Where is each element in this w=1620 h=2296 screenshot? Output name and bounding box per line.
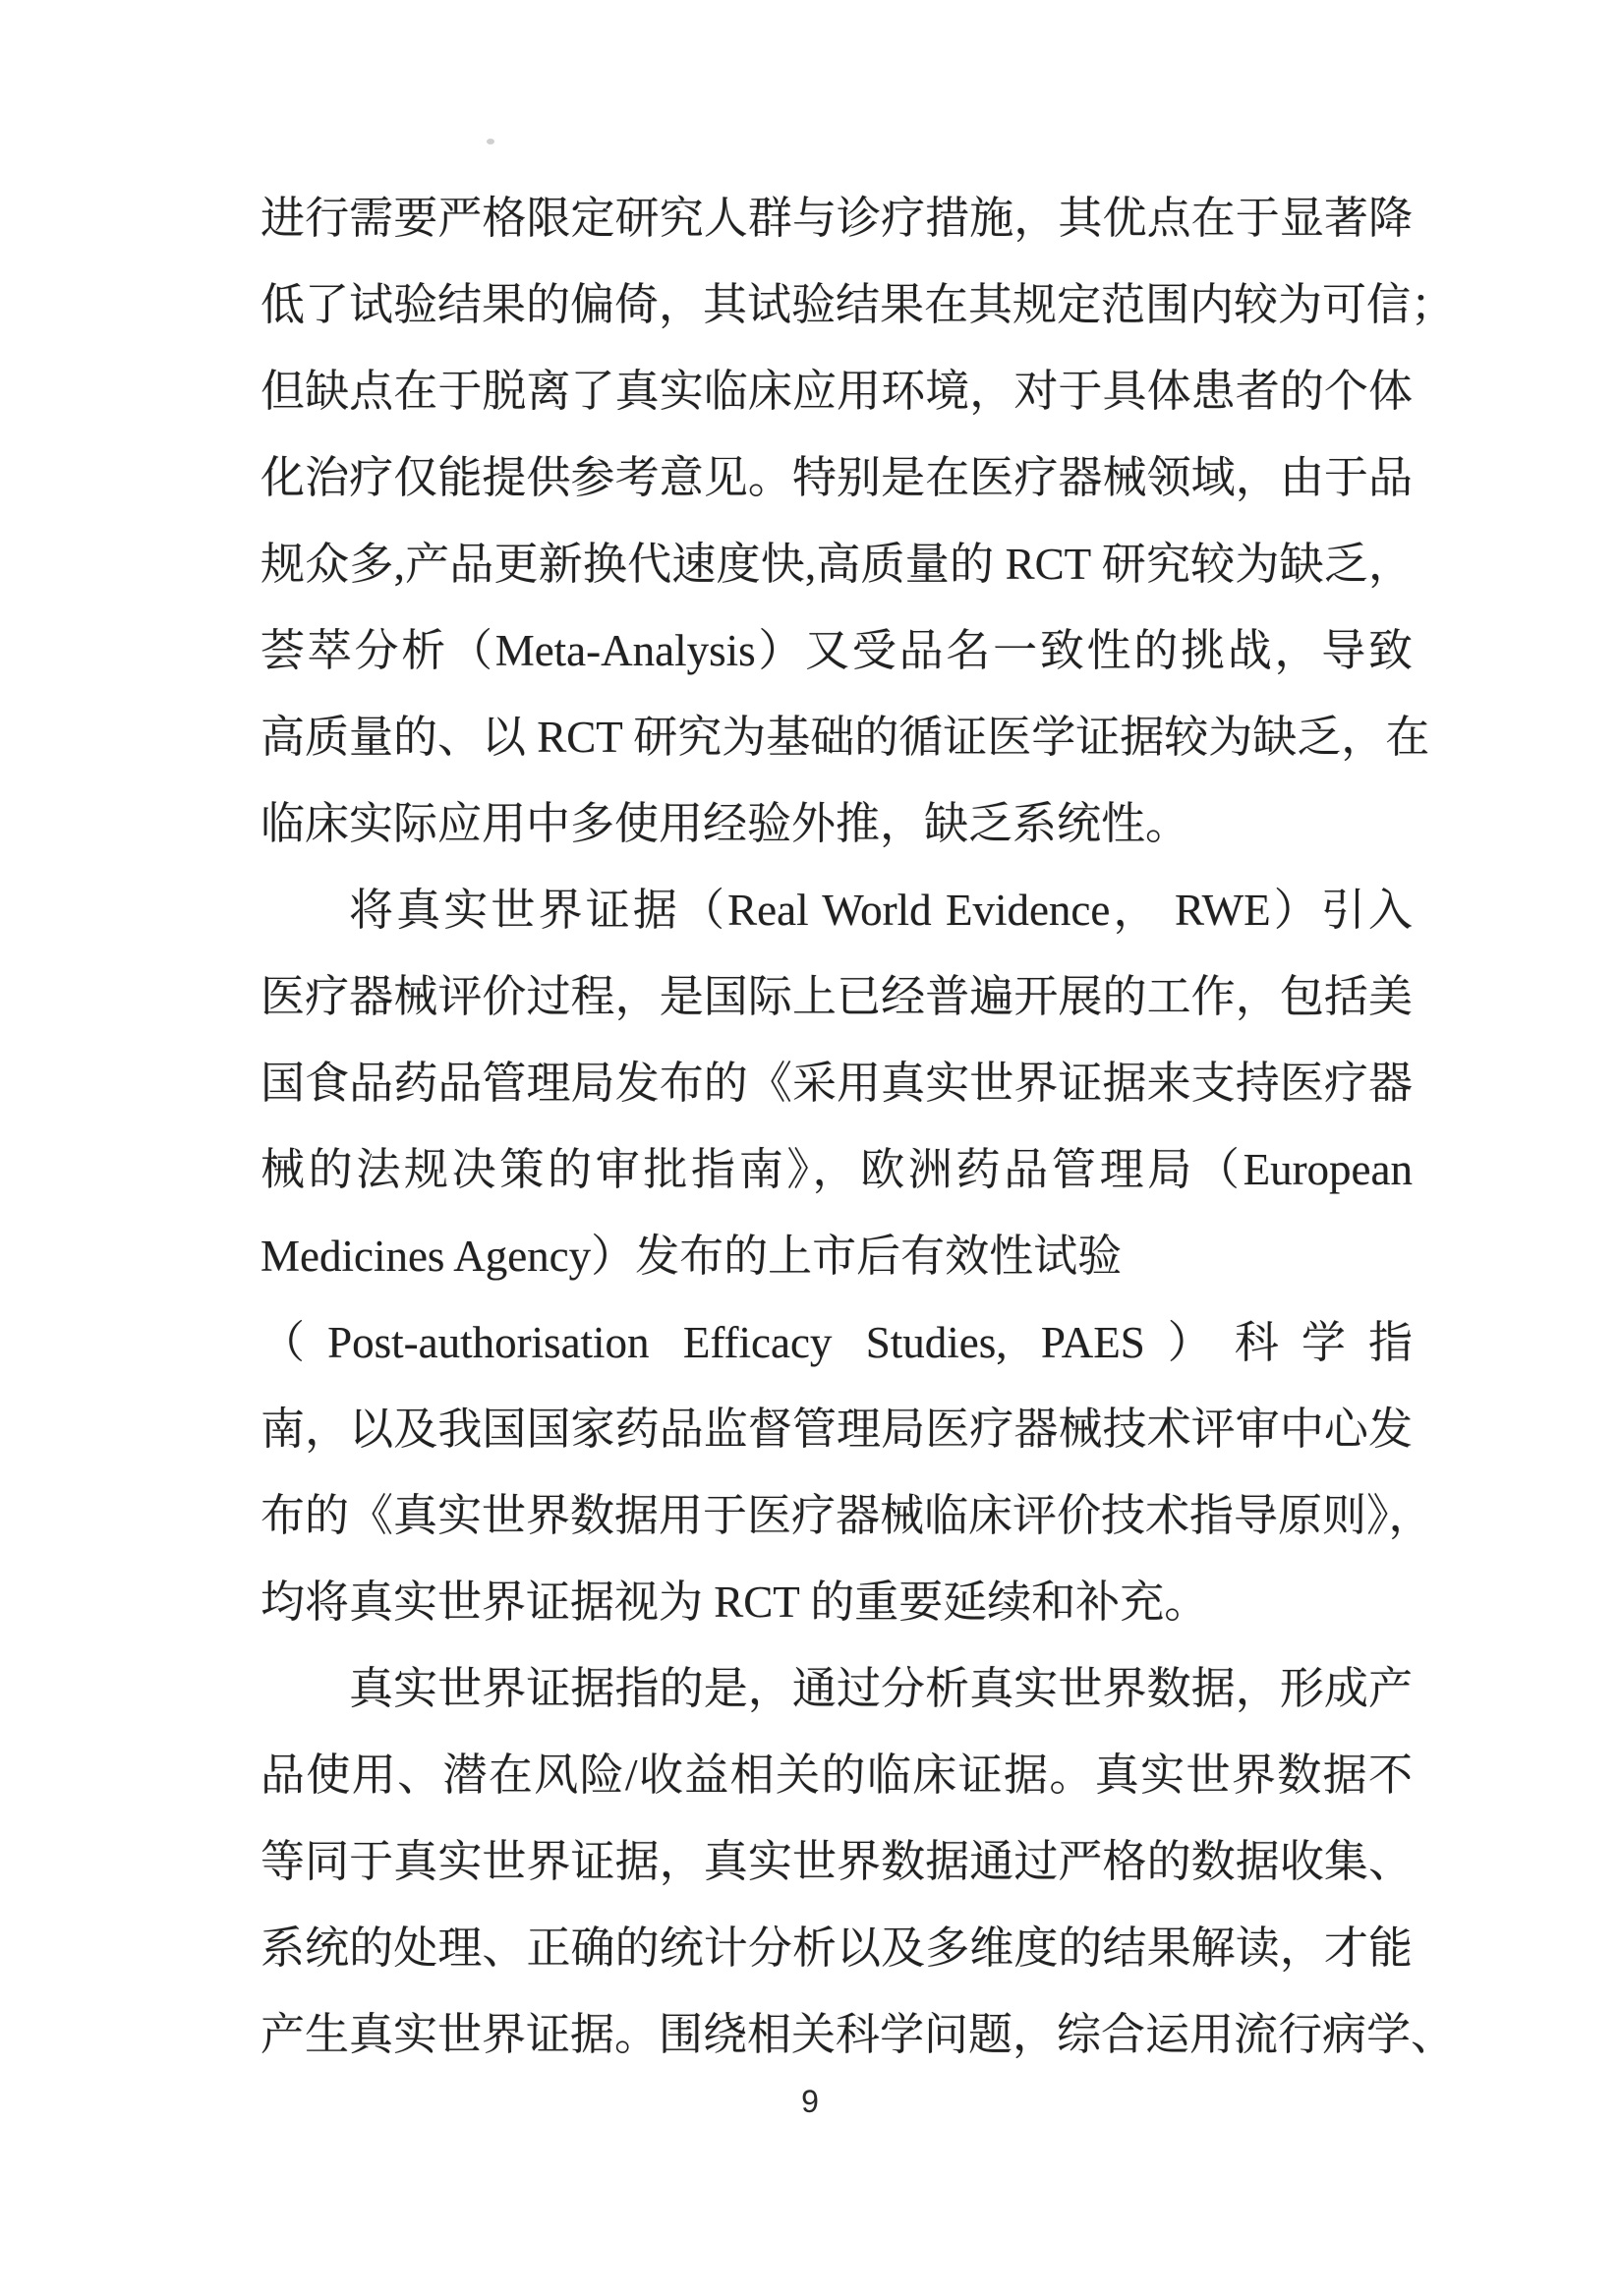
text-line: 等同于真实世界证据，真实世界数据通过严格的数据收集、 (260, 1837, 1413, 1886)
page-number: 9 (801, 2084, 819, 2119)
text-line: 规众多,产品更新换代速度快,高质量的 RCT 研究较为缺乏， (260, 540, 1413, 589)
text-line: 均将真实世界证据视为 RCT 的重要延续和补充。 (260, 1578, 1209, 1627)
text-line: 进行需要严格限定研究人群与诊疗措施，其优点在于显著降 (260, 194, 1413, 243)
text-line: 系统的处理、正确的统计分析以及多维度的结果解读，才能 (260, 1923, 1413, 1973)
text-line: 化治疗仅能提供参考意见。特别是在医疗器械领域，由于品 (260, 453, 1413, 502)
text-line: 品使用、潜在风险/收益相关的临床证据。真实世界数据不 (260, 1751, 1413, 1800)
text-line: （Post-authorisation Efficacy Studies, PAES）科学指 (260, 1318, 1413, 1367)
text-line: 将真实世界证据（Real World Evidence， RWE）引入 (349, 886, 1413, 935)
paragraph-rwe-definition (260, 1645, 1456, 2078)
text-line: 高质量的、以 RCT 研究为基础的循证医学证据较为缺乏，在 (260, 713, 1430, 762)
text-line: 布的《真实世界数据用于医疗器械临床评价技术指导原则》， (260, 1491, 1433, 1540)
text-line: 产生真实世界证据。围绕相关科学问题，综合运用流行病学、 (260, 2010, 1456, 2059)
text-line: 临床实际应用中多使用经验外推，缺乏系统性。 (260, 799, 1190, 848)
text-line: 荟萃分析（Meta-Analysis）又受品名一致性的挑战，导致 (260, 626, 1413, 675)
text-line: 南，以及我国国家药品监督管理局医疗器械技术评审中心发 (260, 1405, 1413, 1454)
scan-speck (487, 139, 494, 144)
paragraph-rwe-introduction (260, 867, 1433, 1645)
text-line: 国食品药品管理局发布的《采用真实世界证据来支持医疗器 (260, 1059, 1413, 1108)
text-line: 低了试验结果的偏倚，其试验结果在其规定范围内较为可信； (260, 280, 1456, 329)
paragraph-rct-limitations (260, 175, 1456, 867)
text-line: 但缺点在于脱离了真实临床应用环境，对于具体患者的个体 (260, 367, 1413, 416)
text-line: 械的法规决策的审批指南》，欧洲药品管理局（European (260, 1145, 1413, 1194)
text-line: Medicines Agency）发布的上市后有效性试验 (260, 1232, 1123, 1281)
text-line: 真实世界证据指的是，通过分析真实世界数据，形成产 (349, 1664, 1413, 1713)
text-block (260, 175, 1456, 2078)
text-line: 医疗器械评价过程，是国际上已经普遍开展的工作，包括美 (260, 972, 1413, 1021)
